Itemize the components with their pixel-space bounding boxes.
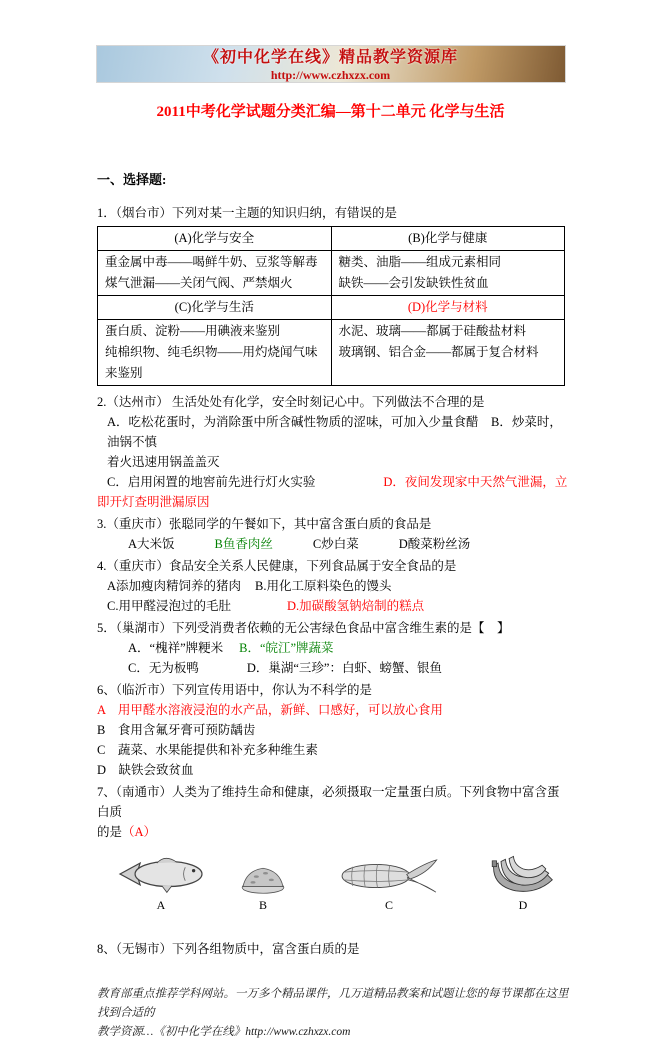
cell-c-line-1: 蛋白质、淀粉——用碘液来鉴别 <box>105 324 281 338</box>
question-2-option-d-answer: D．夜间发现家中天然气泄漏，立 <box>383 475 568 489</box>
question-3-options <box>97 534 569 554</box>
page-footer <box>97 985 569 1042</box>
cell-c-line-2: 纯棉织物、纯毛织物——用灼烧闻气味来鉴别 <box>105 345 318 380</box>
question-1-stem: 1．（烟台市）下列对某一主题的知识归纳，有错误的是 <box>97 206 398 220</box>
question-5-option-b-answer: B．“皖江”牌蔬菜 <box>239 641 334 655</box>
question-1-table <box>97 226 565 386</box>
footer-line-2-text: 教学资源…《初中化学在线》 <box>97 1026 246 1038</box>
bananas-image <box>486 852 560 896</box>
footer-line-2 <box>97 1023 569 1042</box>
question-5-options-cd <box>97 658 569 678</box>
question-5-option-a: A．“槐祥”牌粳米 <box>128 641 224 655</box>
footer-line-1: 教育部重点推荐学科网站。一万多个精品课件，几万道精品教案和试题让您的每节课都在这里找到合适的 <box>97 988 569 1019</box>
section-heading: 一、选择题: <box>97 172 167 187</box>
table-cell-d <box>331 320 565 386</box>
question-7-answer: （A） <box>122 825 157 839</box>
question-5-options-ab <box>97 638 569 658</box>
question-3-option-a: A大米饭 <box>128 537 175 551</box>
question-4-option-b: B.用化工原料染色的馒头 <box>255 579 392 593</box>
table-cell-c <box>98 320 332 386</box>
cell-b-line-2: 缺铁——会引发缺铁性贫血 <box>338 276 489 290</box>
cell-d-line-2: 玻璃钢、铝合金——都属于复合材料 <box>338 345 539 359</box>
table-cell-a <box>98 251 332 296</box>
table-cell-b <box>331 251 565 296</box>
food-option-c <box>337 856 441 913</box>
table-header-d-answer: (D)化学与材料 <box>331 296 565 320</box>
question-2-stem: 2.（达州市） 生活处处有化学，安全时刻记心中。下列做法不合理的是 <box>97 395 485 409</box>
document-title: 2011中考化学试题分类汇编—第十二单元 化学与生活 <box>156 104 505 120</box>
cell-d-line-1: 水泥、玻璃——都属于硅酸盐材料 <box>338 324 527 338</box>
question-3-stem: 3.（重庆市）张聪同学的午餐如下，其中富含蛋白质的食品是 <box>97 517 432 531</box>
site-banner <box>96 45 566 83</box>
question-7-stem-line-1: 7、（南通市）人类为了维持生命和健康，必须摄取一定量蛋白质。下列食物中富含蛋白质 <box>97 785 560 819</box>
rice-image <box>238 858 288 896</box>
question-4-option-a: A添加瘦肉精饲养的猪肉 <box>107 579 242 593</box>
question-2-option-d-continued: 即开灯查明泄漏原因 <box>97 495 210 509</box>
food-label-a: A <box>156 898 166 912</box>
question-4-option-d-answer: D.加碳酸氢钠焙制的糕点 <box>286 599 425 613</box>
corn-image <box>339 856 439 896</box>
food-label-d: D <box>518 898 528 912</box>
cell-a-line-1: 重金属中毒——喝鲜牛奶、豆浆等解毒 <box>105 255 318 269</box>
food-option-d <box>483 852 563 913</box>
document-page <box>0 45 661 1038</box>
table-header-b: (B)化学与健康 <box>331 227 565 251</box>
food-label-b: B <box>258 898 267 912</box>
question-3-option-c: C炒白菜 <box>312 537 359 551</box>
question-6-option-a-answer: A 用甲醛水溶液浸泡的水产品，新鲜、口感好，可以放心食用 <box>97 703 443 717</box>
table-header-c: (C)化学与生活 <box>98 296 332 320</box>
document-body <box>0 169 661 1042</box>
question-4-options-ab <box>97 576 569 596</box>
question-5-option-c: C．无为板鸭 <box>128 661 199 675</box>
banner-title: 《初中化学在线》精品教学资源库 <box>202 49 458 66</box>
question-6-option-c: C 蔬菜、水果能提供和补充多种维生素 <box>97 743 318 757</box>
question-2-option-b-continued: 着火迅速用锅盖盖灭 <box>107 455 220 469</box>
question-4-option-c: C.用甲醛浸泡过的毛肚 <box>107 599 231 613</box>
question-6-stem: 6、（临沂市）下列宣传用语中，你认为不科学的是 <box>97 683 373 697</box>
banner-url-link[interactable]: http://www.czhxzx.com <box>270 68 391 82</box>
table-header-a: (A)化学与安全 <box>98 227 332 251</box>
food-label-c: C <box>384 898 393 912</box>
question-6-option-b: B 食用含氟牙膏可预防龋齿 <box>97 723 256 737</box>
question-7-stem-text: 的是 <box>97 825 123 839</box>
question-5-stem: 5．（巢湖市）下列受消费者依赖的无公害绿色食品中富含维生素的是【 】 <box>97 621 510 635</box>
question-6-option-d: D 缺铁会致贫血 <box>97 763 194 777</box>
question-2-options-cd <box>97 472 569 492</box>
question-2-options-ab: A．吃松花蛋时，为消除蛋中所含碱性物质的涩味，可加入少量食醋 B．炒菜时，油锅不慎 <box>107 415 562 449</box>
question-7-food-images <box>97 852 569 913</box>
question-5-option-d: D．巢湖“三珍”：白虾、螃蟹、银鱼 <box>246 661 442 675</box>
question-3-option-b-answer: B鱼香肉丝 <box>214 537 273 551</box>
food-option-a <box>113 852 209 913</box>
cell-b-line-1: 糖类、油脂——组成元素相同 <box>338 255 502 269</box>
question-4-options-cd <box>97 596 569 616</box>
question-8-stem: 8、（无锡市）下列各组物质中，富含蛋白质的是 <box>97 942 360 956</box>
question-2-option-c: C．启用闲置的地窖前先进行灯火实验 <box>107 475 316 489</box>
question-7-stem-line-2 <box>97 822 569 842</box>
cell-a-line-2: 煤气泄漏——关闭气阀、严禁烟火 <box>105 276 293 290</box>
question-4-stem: 4.（重庆市）食品安全关系人民健康，下列食品属于安全食品的是 <box>97 559 457 573</box>
food-option-b <box>235 858 291 913</box>
fish-image <box>115 852 207 896</box>
footer-url-link[interactable]: http://www.czhxzx.com <box>245 1026 351 1038</box>
question-3-option-d: D酸菜粉丝汤 <box>398 537 471 551</box>
